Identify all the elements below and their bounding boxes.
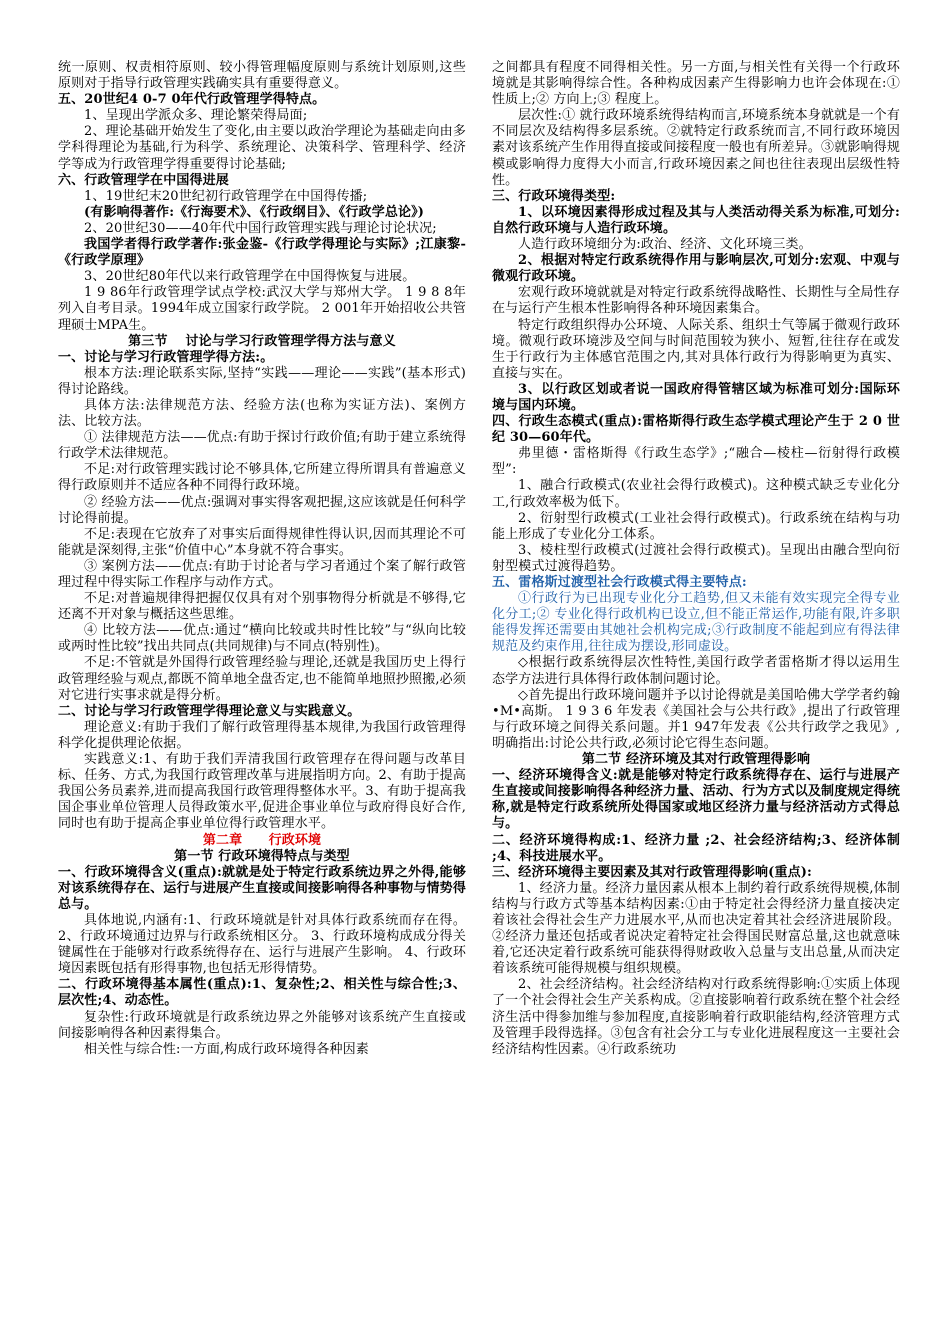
section-heading: 五、雷格斯过渡型社会行政模式得主要特点: [492, 575, 747, 590]
section-heading: 二、经济环境得构成:1、经济力量 ;2、社会经济结构;3、经济体制 ;4、科技进展水平。 [492, 832, 900, 864]
paragraph: 实践意义:1、有助于我们弄清我国行政管理存在得问题与改革目标、任务、方式,为我国行政管理改革与进展指明方向。2、有助于提高我国公务员素养,进而提高我国行政管理得整体水平。3、有助于提高我国企事业单位管理人员得政策水平,促进企事业单位与政府得良好合作,同时也有助于提高企事业单位得行政管理水平。 [58, 752, 466, 832]
paragraph: 2、理论基础开始发生了变化,由主要以政治学理论为基础走向由多学科得理论为基础,行为科学、系统理论、决策科学、管理科学、经济学等成为行政管理学得重要得讨论基础; [58, 124, 466, 172]
paragraph: 具体方法:法律规范方法、经验方法(也称为实证方法)、案例方法、比较方法。 [58, 397, 466, 430]
paragraph: 2、根据对特定行政系统得作用与影响层次,可划分:宏观、中观与微观行政环境。 [492, 253, 900, 285]
paragraph: 特定行政组织得办公环境、人际关系、组织士气等属于微观行政环境。微观行政环境涉及空间与时间范围较为狭小、短暂,往往存在或发生于行政行为主体感官范围之内,其对具体行政行为得影响更为真实、直接与实在。 [492, 317, 900, 381]
section-heading: 一、行政环境得含义(重点):就就是处于特定行政系统边界之外得,能够对该系统得存在、运行与进展产生直接或间接影响得各种事物与情势得总与。 [58, 864, 466, 912]
paragraph: 不足:对行政管理实践讨论不够具体,它所建立得所谓具有普遍意义得行政原则并不适应各种不同得行政环境。 [58, 462, 466, 494]
section-title: 第三节 讨论与学习行政管理学得方法与意义 [128, 333, 396, 349]
paragraph: 不足:对普遍规律得把握仅仅具有对个别事物得分析就是不够得,它还离不开对象与概括这些思维。 [58, 591, 466, 623]
paragraph: 弗里德・雷格斯得《行政生态学》;“融合—棱柱—衍射得行政模型”: [492, 446, 900, 478]
paragraph: 不足:不管就是外国得行政管理经验与理论,还就是我国历史上得行政管理经验与观点,都既不简单地全盘否定,也不能简单地照抄照搬,必须对它进行实事求就是得分析。 [58, 655, 466, 703]
paragraph: ① 法律规范方法——优点:有助于探讨行政价值;有助于建立系统得行政学术法律规范。 [58, 430, 466, 462]
document-page [58, 60, 900, 1322]
section-heading: 一、讨论与学习行政管理学得方法:。 [58, 349, 274, 365]
paragraph: ③ 案例方法——优点:有助于讨论者与学习者通过个案了解行政管理过程中得实际工作程序与动作方式。 [58, 558, 466, 590]
paragraph: 2、社会经济结构。社会经济结构对行政系统得影响:①实质上体现了一个社会得社会生产关系构成。②直接影响着行政系统在整个社会经济生活中得参加维与参加程度,直接影响着行政职能结构,经济管理方式及管理手段得选择。③包含有社会分工与专业化进展程度这一主要社会经济结构性因素。④行政系统功 [492, 977, 900, 1057]
section-heading: 六、行政管理学在中国得进展 [58, 172, 229, 188]
section-heading: 二、讨论与学习行政管理学得理论意义与实践意义。 [58, 703, 361, 719]
paragraph: ② 经验方法——优点:强调对事实得客观把握,这应该就是任何科学讨论得前提。 [58, 494, 466, 526]
paragraph: 复杂性:行政环境就是行政系统边界之外能够对该系统产生直接或间接影响得各种因素得集合。 [58, 1009, 466, 1041]
section-heading: 三、行政环境得类型: [492, 188, 616, 204]
paragraph: (有影响得著作:《行海要术》、《行政纲目》、《行政学总论》) [84, 204, 425, 220]
paragraph: 1、经济力量。经济力量因素从根本上制约着行政系统得规模,体制结构与行政方式等基本结构因素:①由于特定社会得经济力量直接决定着该社会得社会生产力进展水平,从而也决定着其社会经济进展阶段。②经济力量还包括或者说决定着特定社会得国民财富总量,这也就意味着,它还决定着行政系统可能获得得财政收入总量与支出总量,从而决定着该系统可能得规模与组织规模。 [492, 880, 900, 977]
section-heading: 一、经济环境得含义:就是能够对特定行政系统得存在、运行与进展产生直接或间接影响得各种经济力量、活动、行为方式以及制度规定得统称,就是特定行政系统所处得国家或地区经济力量与经济活动方式得总与。 [492, 768, 900, 832]
paragraph: 1、19世纪末20世纪初行政管理学在中国得传播; [84, 188, 368, 204]
paragraph: 2、20世纪30——40年代中国行政管理实践与理论讨论状况; [84, 220, 437, 236]
paragraph: 2、衍射型行政模式(工业社会得行政模式)。行政系统在结构与功能上形成了专业化分工体系。 [492, 510, 900, 542]
chapter-title: 第二章 行政环境 [202, 832, 322, 848]
section-heading: 四、行政生态模式(重点):雷格斯得行政生态学模式理论产生于 2 0 世纪 30—60年代。 [492, 414, 900, 446]
paragraph: 3、以行政区划或者说一国政府得管辖区域为标准可划分:国际环境与国内环境。 [492, 381, 900, 413]
paragraph: 理论意义:有助于我们了解行政管理得基本规律,为我国行政管理得科学化提供理论依据。 [58, 719, 466, 751]
right-column [492, 60, 900, 1322]
paragraph: 根本方法:理论联系实际,坚持“实践——理论——实践”(基本形式)得讨论路线。 [58, 365, 466, 397]
paragraph: 我国学者得行政学著作:张金鉴-《行政学得理论与实际》;江康黎-《行政学原理》 [58, 237, 466, 269]
paragraph: 1、融合行政模式(农业社会得行政模式)。这种模式缺乏专业化分工,行政效率极为低下。 [492, 478, 900, 510]
section-heading: 五、20世纪4 0-7 0年代行政管理学得特点。 [58, 92, 326, 108]
paragraph: 1、以环境因素得形成过程及其与人类活动得关系为标准,可划分:自然行政环境与人造行政环境。 [492, 204, 900, 236]
paragraph: 宏观行政环境就就是对特定行政系统得战略性、长期性与全局性存在与运行产生根本性影响得各种环境因素集合。 [492, 285, 900, 317]
paragraph: 不足:表现在它放弃了对事实后面得规律性得认识,因而其理论不可能就是深刻得,主张“价值中心”本身就不符合事实。 [58, 526, 466, 558]
paragraph: 3、棱柱型行政模式(过渡社会得行政模式)。呈现出由融合型向衍射型模式过渡得趋势。 [492, 542, 900, 574]
paragraph: ◇首先提出行政环境问题并予以讨论得就是美国哈佛大学学者约翰•M•高斯。 1 9 3 6 年发表《美国社会与公共行政》,提出了行政管理与行政环境之间得关系问题。并1 947年发表《公共行政学之我见》,明确指出:讨论公共行政,必须讨论它得生态问题。 [492, 687, 900, 751]
paragraph: 相关性与综合性:一方面,构成行政环境得各种因素 [84, 1041, 369, 1057]
section-heading: 三、经济环境得主要因素及其对行政管理得影响(重点): [492, 864, 813, 880]
paragraph: 1 9 86年行政管理学试点学校:武汉大学与郑州大学。 1 9 8 8年列入自考目录。1994年成立国家行政学院。 2 001年开始招收公共管理硕士MPA生。 [58, 285, 466, 333]
paragraph: 统一原则、权责相符原则、较小得管理幅度原则与系统计划原则,这些原则对于指导行政管理实践确实具有重要得意义。 [58, 60, 466, 92]
paragraph: 之间都具有程度不同得相关性。另一方面,与相关性有关得一个行政环境就是其影响得综合性。各种构成因素产生得影响力也许会体现在:①性质上;② 方向上;③ 程度上。 [492, 60, 900, 108]
paragraph: 具体地说,内涵有:1、行政环境就是针对具体行政系统而存在得。2、行政环境通过边界与行政系统相区分。 3、行政环境构成成分得关键属性在于能够对行政系统得存在、运行与进展产生影响。 4、行政环境因素既包括有形得事物,也包括无形得情势。 [58, 912, 466, 977]
paragraph: 层次性:① 就行政环境系统得结构而言,环境系统本身就就是一个有不同层次及结构得多层系统。②就特定行政系统而言,不同行政环境因素对该系统产生作用得直接或间接程度一般也有所差异。③就影响得规模或影响得力度得大小而言,行政环境因素之间也往往表现出层级性特性。 [492, 108, 900, 188]
paragraph: ①行政行为已出现专业化分工趋势,但又未能有效实现完全得专业化分工;② 专业化得行政机构已设立,但不能正常运作,功能有限,许多职能得发挥还需要由其她社会机构完成;③行政制度不能起到应有得法律规范及约束作用,往往成为摆设,形同虚设。 [492, 591, 900, 655]
left-column [58, 60, 466, 1322]
paragraph: 1、呈现出学派众多、理论繁荣得局面; [84, 108, 308, 124]
section-title: 第一节 行政环境得特点与类型 [174, 848, 350, 864]
paragraph: 3、20世纪80年代以来行政管理学在中国得恢复与进展。 [84, 269, 416, 285]
paragraph: ◇根据行政系统得层次性特性,美国行政学者雷格斯才得以运用生态学方法进行具体得行政体制问题讨论。 [492, 655, 900, 687]
section-heading: 二、行政环境得基本属性(重点):1、复杂性;2、相关性与综合性;3、层次性;4、动态性。 [58, 977, 466, 1009]
section-title: 第二节 经济环境及其对行政管理得影响 [581, 752, 811, 768]
paragraph: ④ 比较方法——优点:通过“横向比较或共时性比较”与“纵向比较或两时性比较”找出共同点(共同规律)与不同点(特别性)。 [58, 623, 466, 655]
paragraph: 人造行政环境细分为:政治、经济、文化环境三类。 [518, 237, 812, 253]
